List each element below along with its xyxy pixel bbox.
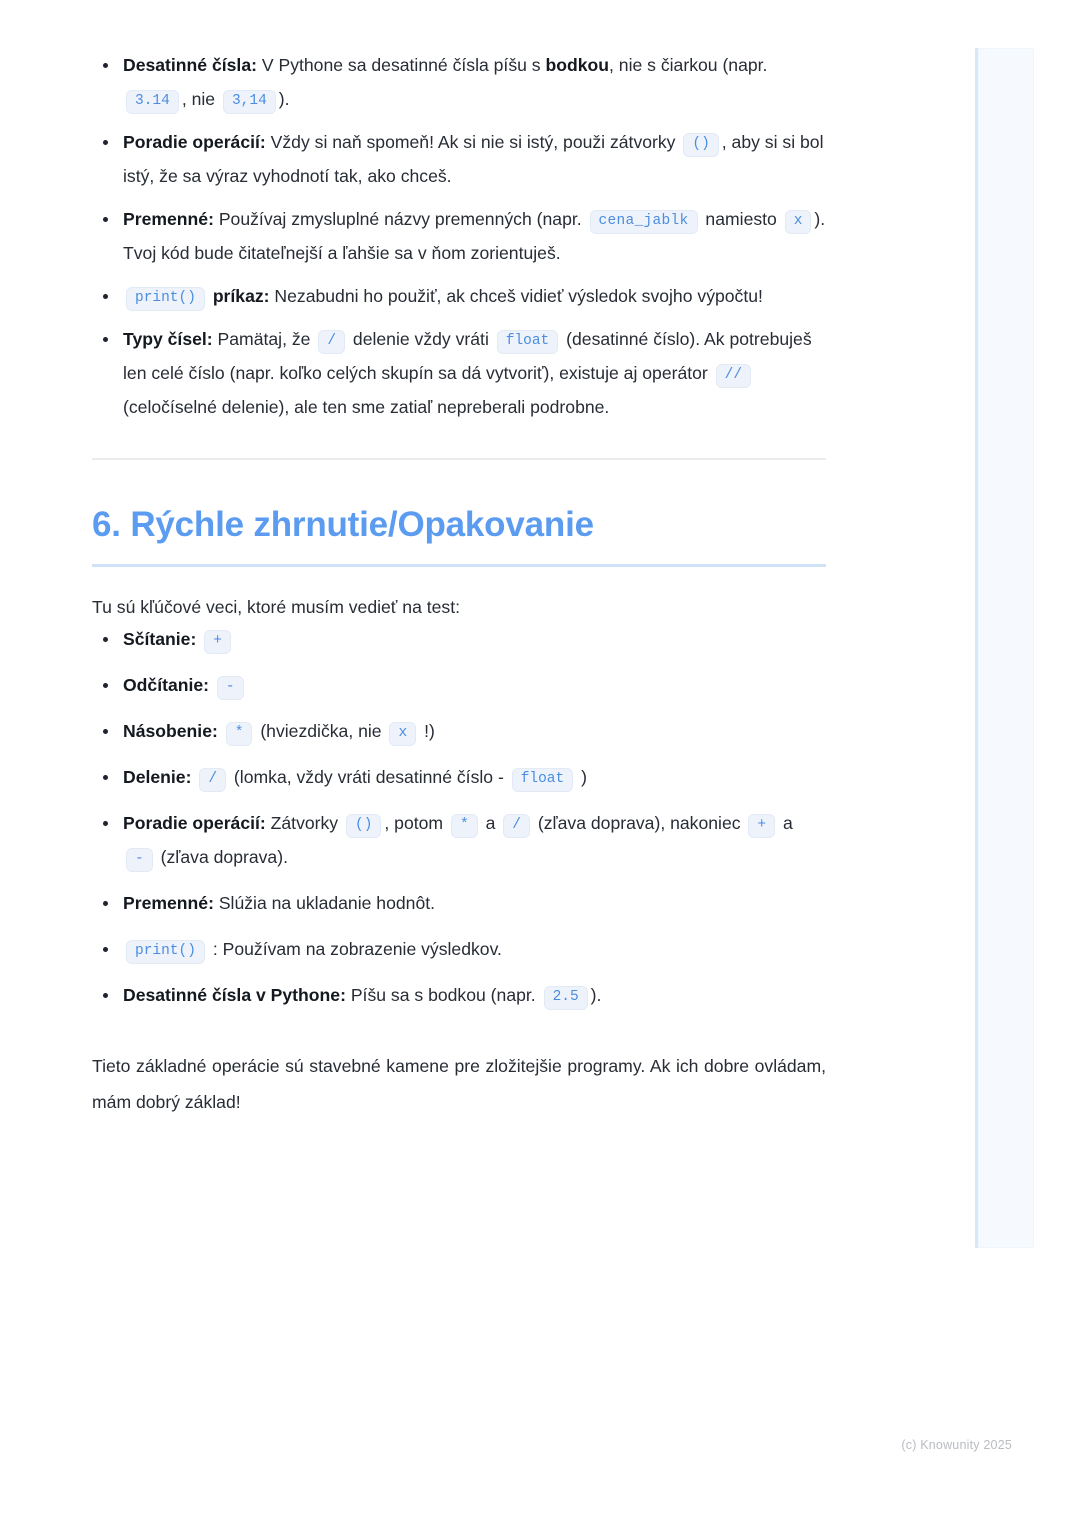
list-item-lead: Delenie: xyxy=(123,767,192,788)
list-item-text: ). xyxy=(278,89,290,109)
code-chip-two-point-five: 2.5 xyxy=(544,986,588,1010)
list-item-text: , potom xyxy=(384,813,448,834)
list-item-text: , nie s čiarkou (napr. xyxy=(609,55,768,75)
list-item xyxy=(92,714,826,748)
title-underline xyxy=(92,564,826,567)
code-chip-print: print() xyxy=(126,940,205,964)
list-item-text: ). xyxy=(590,985,602,1006)
code-chip-float: float xyxy=(497,330,559,354)
list-item xyxy=(92,48,826,116)
list-item-text: (lomka, vždy vráti desatinné číslo - xyxy=(229,767,509,788)
list-item xyxy=(92,760,826,794)
list-item-text: !) xyxy=(419,721,435,742)
list-item xyxy=(92,322,826,424)
list-item-lead: Odčítanie: xyxy=(123,675,210,696)
list-item xyxy=(92,202,826,270)
code-chip-x: x xyxy=(785,210,812,234)
list-item xyxy=(92,932,826,966)
list-item xyxy=(92,668,826,702)
code-chip-cena-jablk: cena_jablk xyxy=(590,210,698,234)
summary-list xyxy=(92,622,826,1012)
list-item-text: Vždy si naň spomeň! Ak si nie si istý, použi zátvorky xyxy=(265,132,681,152)
code-chip-print: print() xyxy=(126,287,205,311)
list-item-text: Slúžia na ukladanie hodnôt. xyxy=(213,893,436,914)
list-item-text: (zľava doprava), nakoniec xyxy=(532,813,746,834)
code-chip-minus: - xyxy=(217,676,244,700)
code-chip-parentheses: () xyxy=(346,814,381,838)
list-item xyxy=(92,279,826,313)
code-chip-x: x xyxy=(389,722,416,746)
list-item-text: , aby si si bol istý, že sa výraz vyhodnotí tak, ako chceš. xyxy=(123,132,824,186)
footer-copyright: (c) Knowunity 2025 xyxy=(901,1438,1012,1452)
list-item-lead: Premenné: xyxy=(123,893,214,914)
code-chip-divide: / xyxy=(318,330,345,354)
list-item-lead: Desatinné čísla: xyxy=(123,55,257,75)
list-item-text: ) xyxy=(576,767,587,788)
code-chip-slash: / xyxy=(503,814,530,838)
list-item-lead: príkaz: xyxy=(212,286,270,306)
list-item-lead: Poradie operácií: xyxy=(123,813,266,834)
code-chip-plus: + xyxy=(748,814,775,838)
list-item-text: delenie vždy vráti xyxy=(348,329,494,349)
code-chip-decimal-dot: 3.14 xyxy=(126,90,179,114)
list-item-text: namiesto xyxy=(700,209,782,229)
code-chip-asterisk: * xyxy=(451,814,478,838)
list-item-lead: Poradie operácií: xyxy=(123,132,266,152)
list-item-text: Pamätaj, že xyxy=(212,329,316,349)
code-chip-floordiv: // xyxy=(716,364,751,388)
list-item-text: , nie xyxy=(181,89,220,109)
list-item-text: Používaj zmysluplné názvy premenných (napr. xyxy=(213,209,587,229)
list-item-text: : Používam na zobrazenie výsledkov. xyxy=(212,939,502,960)
list-item-text: (hviezdička, nie xyxy=(255,721,387,742)
code-chip-slash: / xyxy=(199,768,226,792)
document-content xyxy=(92,48,826,1120)
list-item-emphasis: bodkou xyxy=(545,55,610,75)
code-chip-plus: + xyxy=(204,630,231,654)
list-item xyxy=(92,125,826,193)
list-item-lead: Sčítanie: xyxy=(123,629,197,650)
right-side-panel xyxy=(975,48,1034,1248)
tips-list xyxy=(92,48,826,424)
list-item xyxy=(92,622,826,656)
list-item-text: Píšu sa s bodkou (napr. xyxy=(345,985,541,1006)
section-intro: Tu sú kľúčové veci, ktoré musím vedieť na test: xyxy=(92,597,460,618)
code-chip-asterisk: * xyxy=(226,722,253,746)
list-item xyxy=(92,978,826,1012)
list-item-text: (zľava doprava). xyxy=(155,847,288,868)
list-item-text: ). Tvoj kód bude čitateľnejší a ľahšie sa v ňom zorientuješ. xyxy=(123,209,826,263)
list-item-lead: Premenné: xyxy=(123,209,214,229)
list-item-text: a xyxy=(480,813,501,834)
list-item-text: (desatinné číslo). Ak potrebuješ len celé číslo (napr. koľko celých skupín sa dá vytvoriť), existuje aj operátor xyxy=(123,329,812,383)
list-item-text: a xyxy=(778,813,793,834)
list-item xyxy=(92,806,826,874)
list-item-lead: Násobenie: xyxy=(123,721,218,742)
list-item-text: Nezabudni ho použiť, ak chceš vidieť výsledok svojho výpočtu! xyxy=(269,286,763,306)
list-item xyxy=(92,886,826,920)
page-title: 6. Rýchle zhrnutie/Opakovanie xyxy=(92,505,594,544)
code-chip-minus: - xyxy=(126,848,153,872)
code-chip-decimal-comma: 3,14 xyxy=(223,90,276,114)
list-item-text: V Pythone sa desatinné čísla píšu s xyxy=(256,55,546,75)
list-item-lead: Typy čísel: xyxy=(123,329,213,349)
list-item-text: Zátvorky xyxy=(265,813,343,834)
list-item-text: (celočíselné delenie), ale ten sme zatiaľ nepreberali podrobne. xyxy=(123,397,610,417)
closing-paragraph: Tieto základné operácie sú stavebné kamene pre zložitejšie programy. Ak ich dobre ovládam, mám dobrý základ! xyxy=(92,1056,826,1113)
code-chip-parentheses: () xyxy=(683,133,718,157)
code-chip-float: float xyxy=(512,768,574,792)
section-divider xyxy=(92,458,826,460)
list-item-lead: Desatinné čísla v Pythone: xyxy=(123,985,346,1006)
